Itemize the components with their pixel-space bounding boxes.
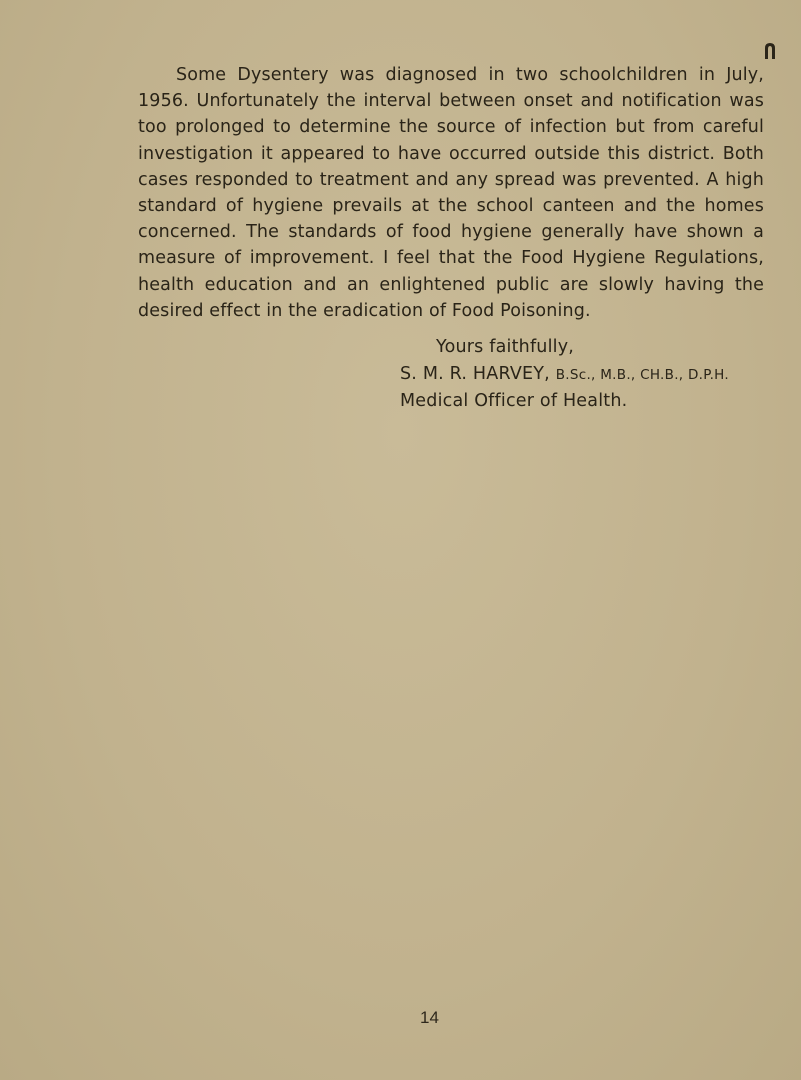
signature-qualifications: B.Sc., M.B., CH.B., D.P.H. <box>555 367 729 383</box>
corner-binding-mark <box>763 42 777 60</box>
signature-line <box>400 364 729 384</box>
body-paragraph: Some Dysentery was diagnosed in two schoolchildren in July, 1956. Unfortunately the interval between onset and notification was too prolonged to determine the source of infection but from careful investigation it appeared to have occurred outside this district. Both cases responded to treatment and any spread was prevented. A high standard of hygiene prevails at the school canteen and the homes concerned. The standards of food hygiene generally have shown a measure of improvement. I feel that the Food Hygiene Regulations, health education and an enlightened public are slowly having the desired effect in the eradication of Food Poisoning. <box>138 65 764 321</box>
closing-salutation: Yours faithfully, <box>436 337 575 357</box>
signature-block <box>400 361 729 414</box>
page-number: 14 <box>420 1008 439 1027</box>
signature-name: S. M. R. HARVEY, <box>400 364 550 384</box>
signature-title: Medical Officer of Health. <box>400 391 628 411</box>
